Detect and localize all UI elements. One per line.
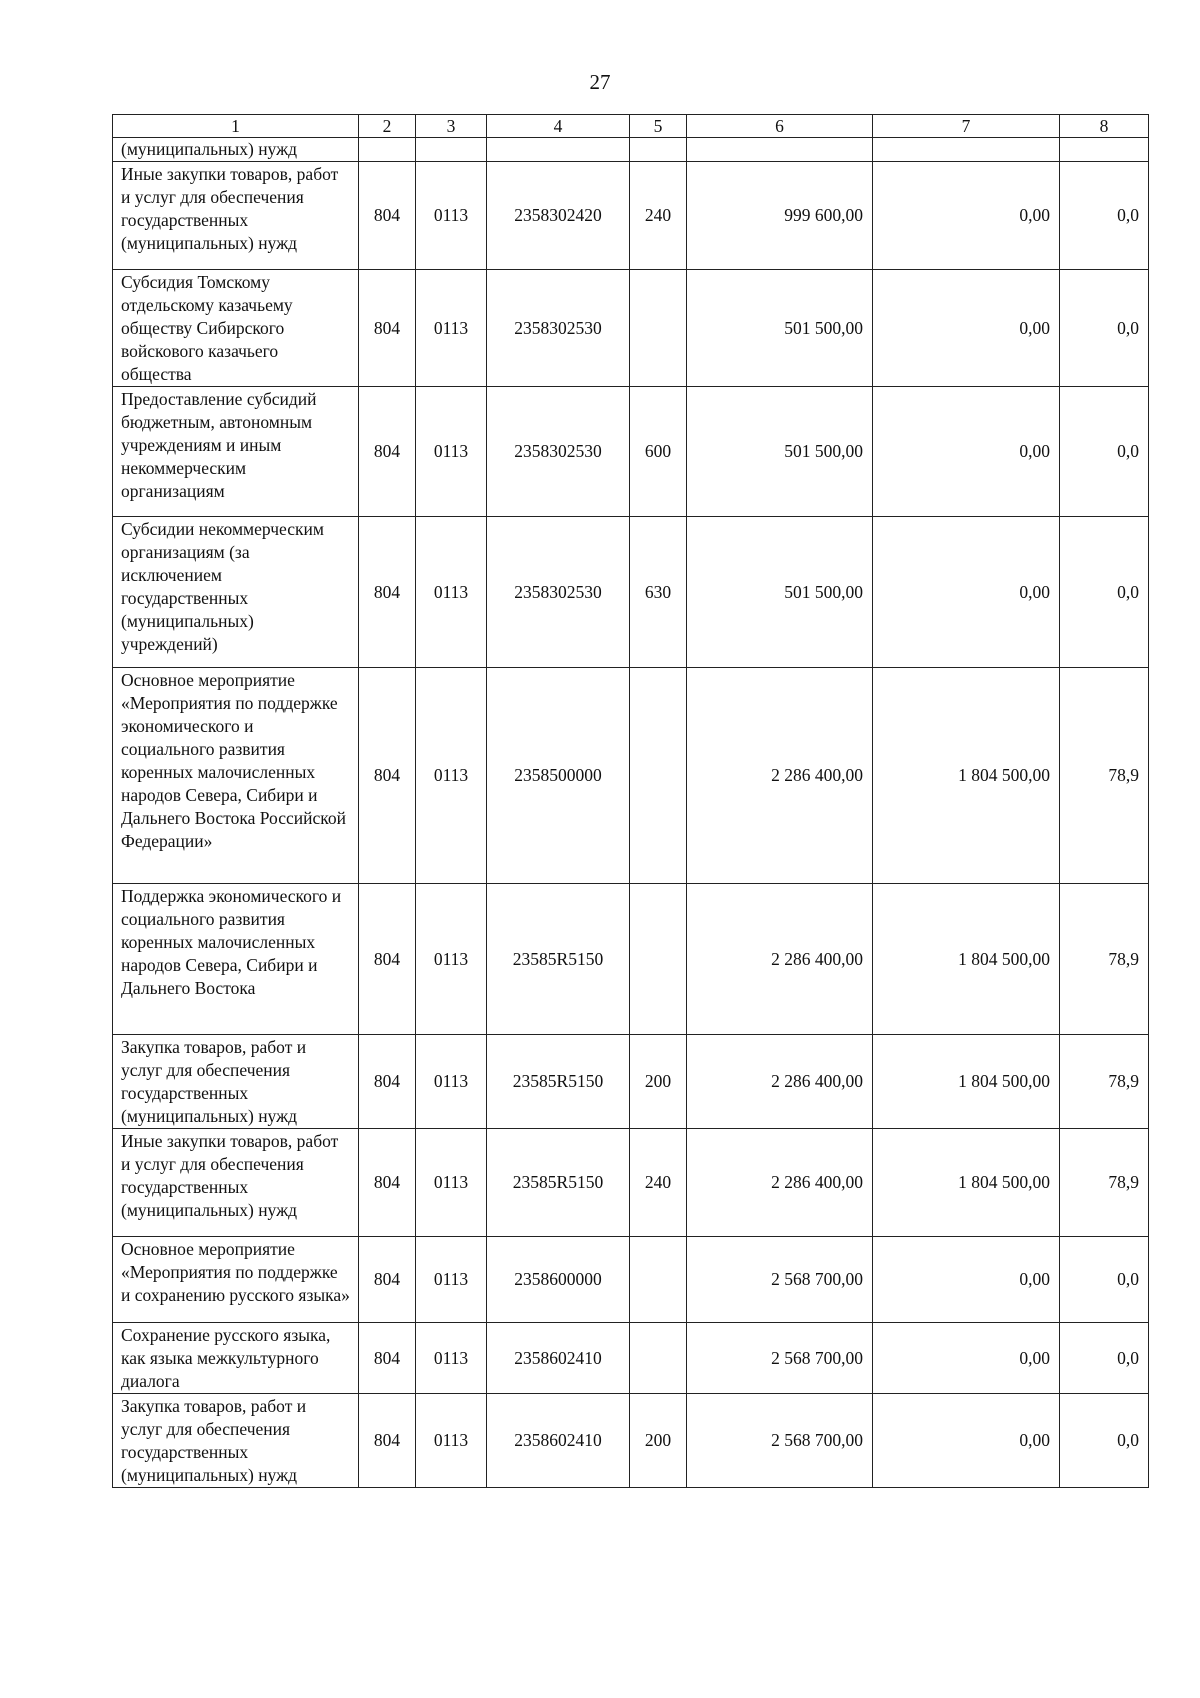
- table-cell-percent: 0,0: [1060, 162, 1149, 270]
- table-cell-planned: 2 286 400,00: [687, 884, 873, 1035]
- table-cell-planned: 2 568 700,00: [687, 1394, 873, 1488]
- table-cell-executed: 0,00: [873, 1237, 1060, 1323]
- table-cell-planned: [687, 138, 873, 162]
- table-cell-section: 0113: [416, 387, 487, 517]
- table-cell-planned: 501 500,00: [687, 517, 873, 668]
- table-cell-ved: 804: [359, 884, 416, 1035]
- header-row: [113, 115, 1149, 138]
- table-cell-expense-type: [630, 668, 687, 884]
- table-cell-section: 0113: [416, 1323, 487, 1394]
- table-cell-name: Закупка товаров, работ и услуг для обеспечения государственных (муниципальных) нужд: [113, 1394, 359, 1488]
- table-cell-expense-type: [630, 138, 687, 162]
- table-cell-target: 2358302530: [487, 517, 630, 668]
- column-header: 1: [113, 115, 359, 138]
- table-cell-target: 23585R5150: [487, 1035, 630, 1129]
- table-cell-planned: 501 500,00: [687, 270, 873, 387]
- table-row: [113, 162, 1149, 270]
- table-cell-planned: 999 600,00: [687, 162, 873, 270]
- table-cell-ved: 804: [359, 1035, 416, 1129]
- table-cell-percent: 78,9: [1060, 668, 1149, 884]
- table-cell-target: 2358602410: [487, 1323, 630, 1394]
- table-cell-executed: 0,00: [873, 1323, 1060, 1394]
- table-cell-executed: 0,00: [873, 270, 1060, 387]
- table-cell-expense-type: 200: [630, 1394, 687, 1488]
- table-cell-expense-type: [630, 1323, 687, 1394]
- table-cell-target: 23585R5150: [487, 884, 630, 1035]
- table-cell-name: Закупка товаров, работ и услуг для обеспечения государственных (муниципальных) нужд: [113, 1035, 359, 1129]
- table-cell-expense-type: [630, 1237, 687, 1323]
- table-row: [113, 1035, 1149, 1129]
- table-cell-expense-type: 200: [630, 1035, 687, 1129]
- table-row: [113, 884, 1149, 1035]
- table-cell-name: Иные закупки товаров, работ и услуг для обеспечения государственных (муниципальных) нужд: [113, 162, 359, 270]
- table-cell-target: 2358500000: [487, 668, 630, 884]
- table-cell-percent: 0,0: [1060, 387, 1149, 517]
- table-cell-section: 0113: [416, 1394, 487, 1488]
- table-cell-expense-type: 600: [630, 387, 687, 517]
- table-cell-percent: 78,9: [1060, 1129, 1149, 1237]
- table-cell-ved: 804: [359, 270, 416, 387]
- table-cell-planned: 2 568 700,00: [687, 1323, 873, 1394]
- table-cell-percent: 0,0: [1060, 1237, 1149, 1323]
- table-row: [113, 517, 1149, 668]
- table-row: [113, 1394, 1149, 1488]
- table-cell-name: Основное мероприятие «Мероприятия по поддержке и сохранению русского языка»: [113, 1237, 359, 1323]
- table-cell-executed: 0,00: [873, 1394, 1060, 1488]
- table-cell-planned: 2 286 400,00: [687, 668, 873, 884]
- table-cell-section: 0113: [416, 884, 487, 1035]
- table-cell-planned: 2 286 400,00: [687, 1129, 873, 1237]
- table-cell-executed: 0,00: [873, 387, 1060, 517]
- table-cell-percent: 78,9: [1060, 1035, 1149, 1129]
- table-cell-ved: 804: [359, 1394, 416, 1488]
- table-cell-name: Поддержка экономического и социального развития коренных малочисленных народов Севера, Сибири и Дальнего Востока: [113, 884, 359, 1035]
- budget-table: [112, 114, 1149, 1488]
- table-cell-target: 2358302530: [487, 387, 630, 517]
- column-header: 4: [487, 115, 630, 138]
- table-row: [113, 668, 1149, 884]
- table-cell-section: 0113: [416, 162, 487, 270]
- table-cell-target: 23585R5150: [487, 1129, 630, 1237]
- table-cell-percent: 0,0: [1060, 517, 1149, 668]
- table-cell-name: Субсидии некоммерческим организациям (за исключением государственных (муниципальных) учреждений): [113, 517, 359, 668]
- table-row: [113, 1323, 1149, 1394]
- table-row: [113, 138, 1149, 162]
- table-cell-section: 0113: [416, 517, 487, 668]
- table-cell-percent: 0,0: [1060, 1394, 1149, 1488]
- table-row: [113, 1237, 1149, 1323]
- table-cell-ved: 804: [359, 517, 416, 668]
- table-cell-section: 0113: [416, 1035, 487, 1129]
- table-cell-ved: 804: [359, 1129, 416, 1237]
- table-cell-percent: [1060, 138, 1149, 162]
- column-header: 3: [416, 115, 487, 138]
- table-cell-executed: 1 804 500,00: [873, 884, 1060, 1035]
- table-cell-planned: 501 500,00: [687, 387, 873, 517]
- table-cell-ved: 804: [359, 162, 416, 270]
- table-cell-target: 2358302420: [487, 162, 630, 270]
- table-cell-target: 2358302530: [487, 270, 630, 387]
- table-cell-section: 0113: [416, 668, 487, 884]
- table-cell-name: Сохранение русского языка, как языка межкультурного диалога: [113, 1323, 359, 1394]
- column-header: 2: [359, 115, 416, 138]
- table-cell-planned: 2 568 700,00: [687, 1237, 873, 1323]
- table-cell-executed: [873, 138, 1060, 162]
- table-cell-expense-type: [630, 270, 687, 387]
- table-cell-percent: 78,9: [1060, 884, 1149, 1035]
- column-header: 8: [1060, 115, 1149, 138]
- table-cell-target: 2358602410: [487, 1394, 630, 1488]
- table-cell-expense-type: 240: [630, 1129, 687, 1237]
- table-cell-executed: 0,00: [873, 517, 1060, 668]
- column-header: 5: [630, 115, 687, 138]
- table-cell-expense-type: 240: [630, 162, 687, 270]
- table-cell-section: 0113: [416, 1129, 487, 1237]
- table-cell-ved: 804: [359, 1323, 416, 1394]
- table-cell-executed: 0,00: [873, 162, 1060, 270]
- table-cell-expense-type: 630: [630, 517, 687, 668]
- table-cell-ved: 804: [359, 387, 416, 517]
- column-header: 7: [873, 115, 1060, 138]
- table-row: [113, 1129, 1149, 1237]
- table-row: [113, 270, 1149, 387]
- table-cell-section: 0113: [416, 270, 487, 387]
- table-cell-executed: 1 804 500,00: [873, 1129, 1060, 1237]
- table-cell-ved: [359, 138, 416, 162]
- table-cell-expense-type: [630, 884, 687, 1035]
- table-cell-ved: 804: [359, 668, 416, 884]
- table-cell-target: 2358600000: [487, 1237, 630, 1323]
- table-cell-name: (муниципальных) нужд: [113, 138, 359, 162]
- table-cell-percent: 0,0: [1060, 270, 1149, 387]
- table-cell-executed: 1 804 500,00: [873, 1035, 1060, 1129]
- table-cell-section: [416, 138, 487, 162]
- table-cell-name: Иные закупки товаров, работ и услуг для обеспечения государственных (муниципальных) нужд: [113, 1129, 359, 1237]
- table-cell-name: Субсидия Томскому отдельскому казачьему обществу Сибирского войскового казачьего общества: [113, 270, 359, 387]
- table-cell-executed: 1 804 500,00: [873, 668, 1060, 884]
- table-row: [113, 387, 1149, 517]
- table-cell-name: Предоставление субсидий бюджетным, автономным учреждениям и иным некоммерческим организациям: [113, 387, 359, 517]
- table-cell-planned: 2 286 400,00: [687, 1035, 873, 1129]
- table-cell-target: [487, 138, 630, 162]
- table-cell-section: 0113: [416, 1237, 487, 1323]
- table-cell-percent: 0,0: [1060, 1323, 1149, 1394]
- page-number: 27: [589, 70, 611, 94]
- table-cell-ved: 804: [359, 1237, 416, 1323]
- table-cell-name: Основное мероприятие «Мероприятия по поддержке экономического и социального развития коренных малочисленных народов Севера, Сибири и Дальнего Востока Российской Федерации»: [113, 668, 359, 884]
- column-header: 6: [687, 115, 873, 138]
